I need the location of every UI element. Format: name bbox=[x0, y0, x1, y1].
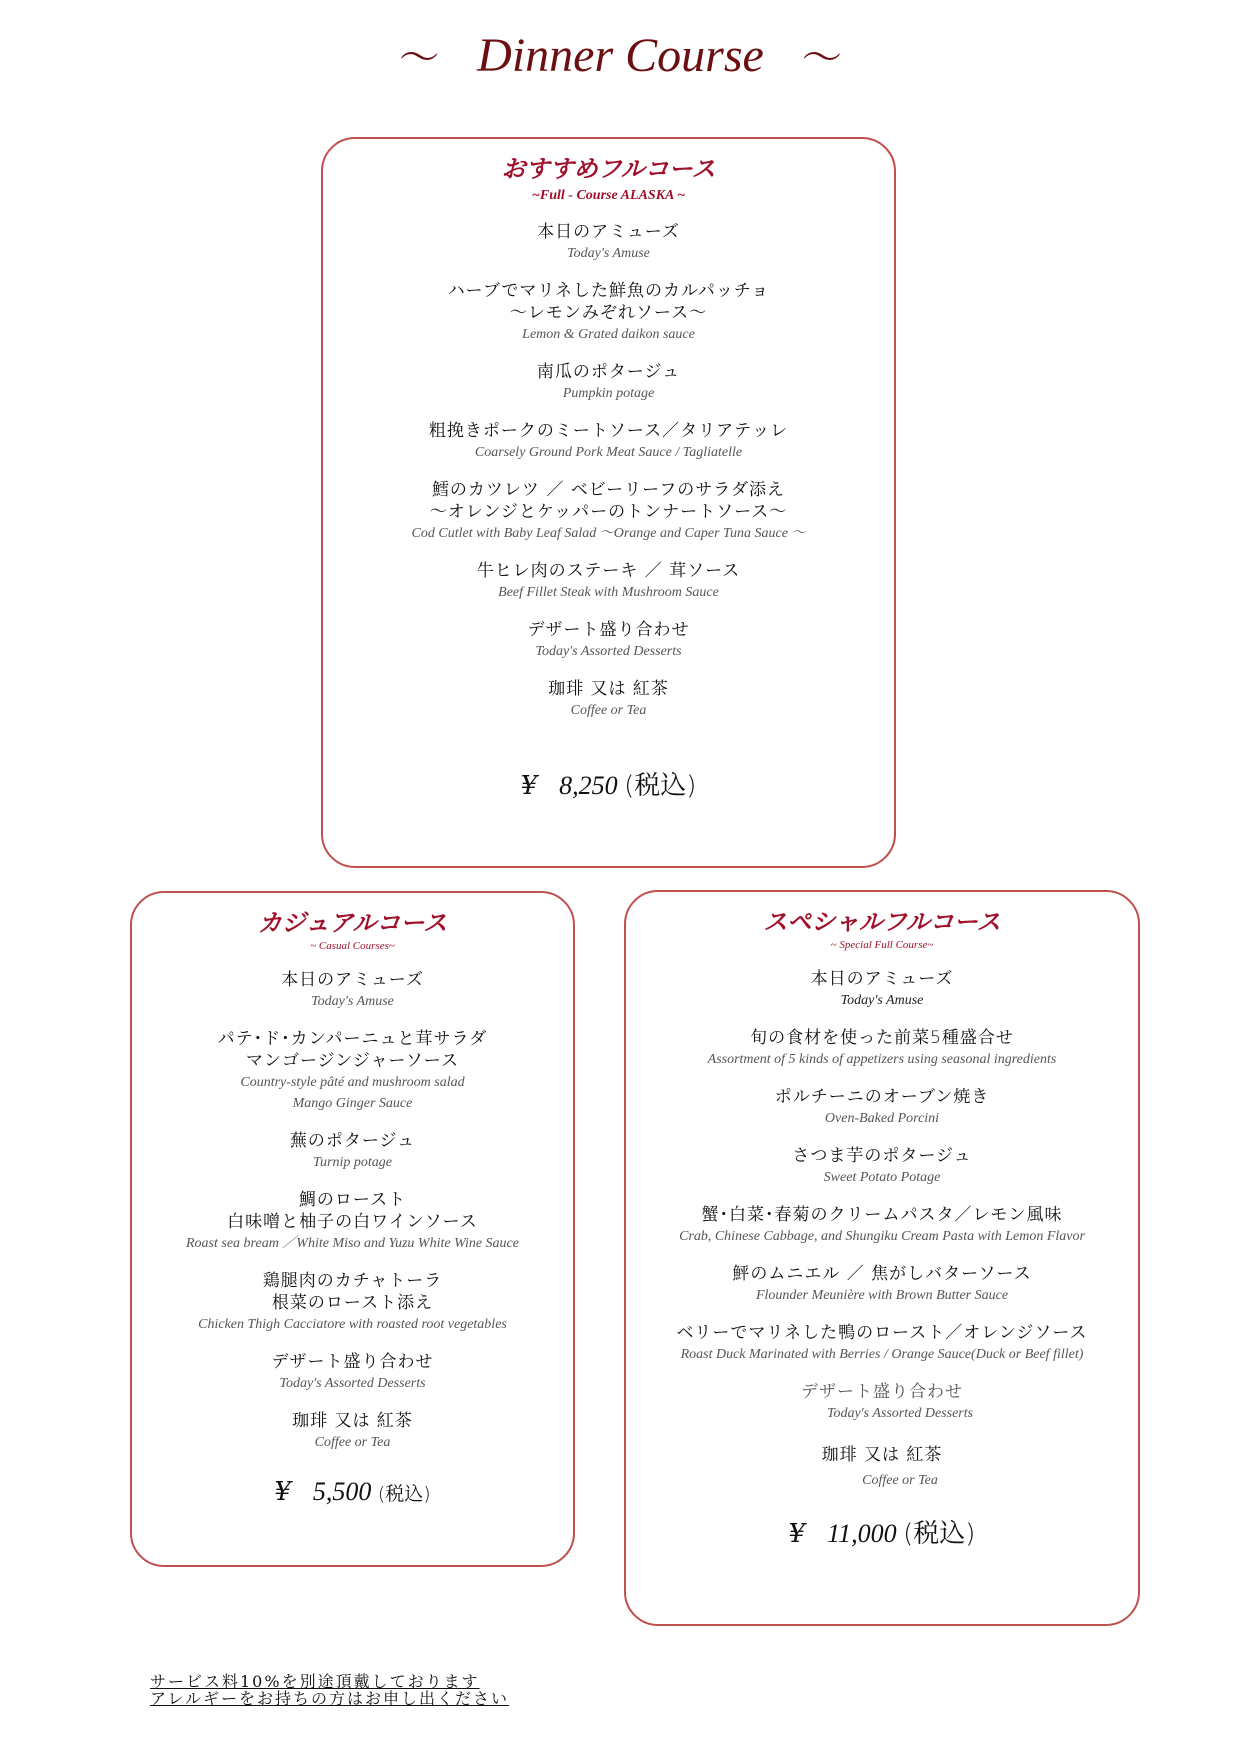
menu-item-jp: デザート盛り合わせ bbox=[527, 620, 690, 640]
menu-item-jp: ベリーでマリネした鴨のロースト／オレンジソース bbox=[676, 1323, 1088, 1343]
menu-item-en: Coarsely Ground Pork Meat Sauce / Tagliatelle bbox=[474, 445, 743, 460]
menu-item-jp: パテ･ド･カンパーニュと茸サラダ bbox=[217, 1029, 488, 1049]
menu-item-en: Roast Duck Marinated with Berries / Orange Sauce(Duck or Beef fillet) bbox=[680, 1347, 1084, 1362]
menu-item bbox=[323, 479, 894, 544]
menu-item-jp: デザート盛り合わせ bbox=[271, 1352, 434, 1372]
tax-included-label: (税込) bbox=[377, 1483, 431, 1505]
menu-item bbox=[626, 968, 1138, 1011]
menu-item-en: Lemon & Grated daikon sauce bbox=[522, 327, 695, 342]
menu-item bbox=[323, 619, 894, 662]
menu-item-jp: 蟹･白菜･春菊のクリームパスタ／レモン風味 bbox=[701, 1205, 1063, 1225]
menu-item bbox=[626, 1444, 1138, 1491]
menu-item-jp: 鶏腿肉のカチャトーラ bbox=[262, 1271, 443, 1291]
yen-symbol: ¥ bbox=[788, 1519, 806, 1549]
menu-item-jp: 珈琲 又は 紅茶 bbox=[548, 679, 669, 699]
menu-item-jp: ポルチーニのオーブン焼き bbox=[774, 1087, 990, 1107]
menu-item-en: Coffee or Tea bbox=[862, 1473, 938, 1488]
course-name-en: ~ Special Full Course~ bbox=[830, 939, 934, 951]
menu-item-en: Oven-Baked Porcini bbox=[824, 1111, 940, 1126]
menu-item-jp: ハーブでマリネした鮮魚のカルパッチョ bbox=[447, 281, 770, 301]
menu-item bbox=[323, 280, 894, 345]
menu-item-jp: 牛ヒレ肉のステーキ ／ 茸ソース bbox=[476, 561, 741, 581]
menu-item-jp: 本日のアミューズ bbox=[810, 969, 954, 989]
menu-item-en: Flounder Meunière with Brown Butter Sauce bbox=[755, 1288, 1009, 1303]
menu-item-jp: さつま芋のポタージュ bbox=[792, 1146, 972, 1166]
menu-item bbox=[626, 1204, 1138, 1247]
menu-item-jp: 蕪のポタージュ bbox=[289, 1131, 416, 1151]
menu-item-en-line2: Mango Ginger Sauce bbox=[292, 1096, 413, 1111]
menu-item-en: Today's Assorted Desserts bbox=[535, 644, 682, 659]
menu-item-en: Pumpkin potage bbox=[562, 386, 655, 401]
menu-item bbox=[626, 1381, 1138, 1424]
course-name-en: ~ Casual Courses~ bbox=[310, 940, 395, 952]
menu-item bbox=[132, 1189, 573, 1254]
course-name-jp: おすすめフルコース bbox=[501, 155, 716, 183]
course-price bbox=[132, 1475, 573, 1511]
menu-item bbox=[323, 221, 894, 264]
course-name-jp: カジュアルコース bbox=[257, 909, 448, 937]
price-amount: 5,500 bbox=[312, 1477, 372, 1506]
menu-item-jp-line2: ～レモンみぞれソース～ bbox=[509, 303, 708, 323]
course-name-jp: スペシャルフルコース bbox=[763, 908, 1001, 936]
yen-symbol: ¥ bbox=[274, 1477, 291, 1507]
menu-item bbox=[323, 420, 894, 463]
tax-included-label: (税込) bbox=[624, 771, 697, 801]
page-title-text: Dinner Course bbox=[477, 29, 764, 82]
menu-item-en: Beef Fillet Steak with Mushroom Sauce bbox=[498, 585, 719, 600]
menu-item-jp: 珈琲 又は 紅茶 bbox=[292, 1411, 413, 1431]
tilde-ornament-left: ～ bbox=[399, 35, 440, 80]
menu-item bbox=[626, 1027, 1138, 1070]
menu-item-en: Coffee or Tea bbox=[570, 703, 647, 718]
menu-item-jp: 南瓜のポタージュ bbox=[536, 362, 681, 382]
menu-item-jp: 粗挽きポークのミートソース／タリアテッレ bbox=[428, 421, 789, 441]
menu-item bbox=[132, 1270, 573, 1335]
course-name-en: ~Full - Course ALASKA ~ bbox=[531, 188, 686, 203]
yen-symbol: ¥ bbox=[520, 771, 538, 801]
menu-item-en: Today's Assorted Desserts bbox=[279, 1376, 426, 1391]
course-card-special bbox=[624, 890, 1140, 1626]
menu-item bbox=[132, 1351, 573, 1394]
menu-item-jp-line2: 白味噌と柚子の白ワインソース bbox=[227, 1212, 478, 1232]
menu-item bbox=[323, 560, 894, 603]
menu-item-jp: 本日のアミューズ bbox=[281, 970, 424, 990]
menu-item-jp: 本日のアミューズ bbox=[537, 222, 680, 242]
menu-item-en: Country-style pâté and mushroom salad bbox=[240, 1075, 465, 1090]
menu-item-en: Today's Amuse bbox=[840, 993, 924, 1008]
price-amount: 8,250 bbox=[559, 771, 618, 800]
menu-item-jp: 鱈のカツレツ ／ ベビーリーフのサラダ添え bbox=[431, 480, 786, 500]
page-title bbox=[0, 22, 1241, 92]
course-card-casual bbox=[130, 891, 575, 1567]
menu-item bbox=[626, 1086, 1138, 1129]
service-charge-note: サービス料10%を別途頂戴しております bbox=[150, 1672, 480, 1691]
tax-included-label: (税込) bbox=[903, 1519, 976, 1549]
menu-item-en: Today's Amuse bbox=[567, 246, 650, 261]
menu-item-jp: 珈琲 又は 紅茶 bbox=[821, 1445, 943, 1465]
menu-item-jp: 鯛のロースト bbox=[298, 1190, 407, 1210]
menu-item-jp: 鮃のムニエル ／ 焦がしバターソース bbox=[732, 1264, 1032, 1284]
menu-item-en: Turnip potage bbox=[313, 1155, 392, 1170]
menu-item bbox=[626, 1322, 1138, 1365]
menu-item bbox=[132, 1028, 573, 1114]
menu-item-en: Sweet Potato Potage bbox=[823, 1170, 941, 1185]
menu-item-en: Today's Assorted Desserts bbox=[826, 1406, 974, 1421]
course-price bbox=[626, 1517, 1138, 1551]
menu-item-jp-line2: 根菜のロースト添え bbox=[271, 1293, 434, 1313]
price-amount: 11,000 bbox=[827, 1519, 897, 1548]
menu-item-en: Crab, Chinese Cabbage, and Shungiku Cream Pasta with Lemon Flavor bbox=[679, 1229, 1085, 1244]
tilde-ornament-right: ～ bbox=[801, 35, 842, 80]
menu-item-jp-line2: ～オレンジとケッパーのトンナートソース～ bbox=[429, 502, 788, 522]
course-price bbox=[323, 769, 894, 803]
menu-item bbox=[626, 1145, 1138, 1188]
menu-item-jp-line2: マンゴージンジャーソース bbox=[246, 1051, 459, 1071]
menu-item bbox=[132, 1130, 573, 1173]
menu-item-en: Roast sea bream ／White Miso and Yuzu White Wine Sauce bbox=[186, 1236, 519, 1251]
menu-item bbox=[323, 361, 894, 404]
menu-item bbox=[323, 678, 894, 721]
menu-item bbox=[132, 1410, 573, 1453]
menu-item-jp: 旬の食材を使った前菜5種盛合せ bbox=[750, 1028, 1014, 1048]
allergy-note: アレルギーをお持ちの方はお申し出ください bbox=[150, 1689, 509, 1708]
footer-notes bbox=[150, 1673, 509, 1707]
menu-item-en: Today's Amuse bbox=[311, 994, 394, 1009]
course-card-recommended bbox=[321, 137, 896, 868]
menu-item bbox=[626, 1263, 1138, 1306]
menu-item-en: Coffee or Tea bbox=[314, 1435, 391, 1450]
menu-item-en: Assortment of 5 kinds of appetizers using seasonal ingredients bbox=[707, 1052, 1057, 1067]
menu-item bbox=[132, 969, 573, 1012]
menu-item-en: Chicken Thigh Cacciatore with roasted root vegetables bbox=[198, 1317, 507, 1332]
menu-item-jp: デザート盛り合わせ bbox=[801, 1382, 963, 1402]
menu-item-en: Cod Cutlet with Baby Leaf Salad ～Orange and Caper Tuna Sauce ～ bbox=[411, 526, 806, 541]
